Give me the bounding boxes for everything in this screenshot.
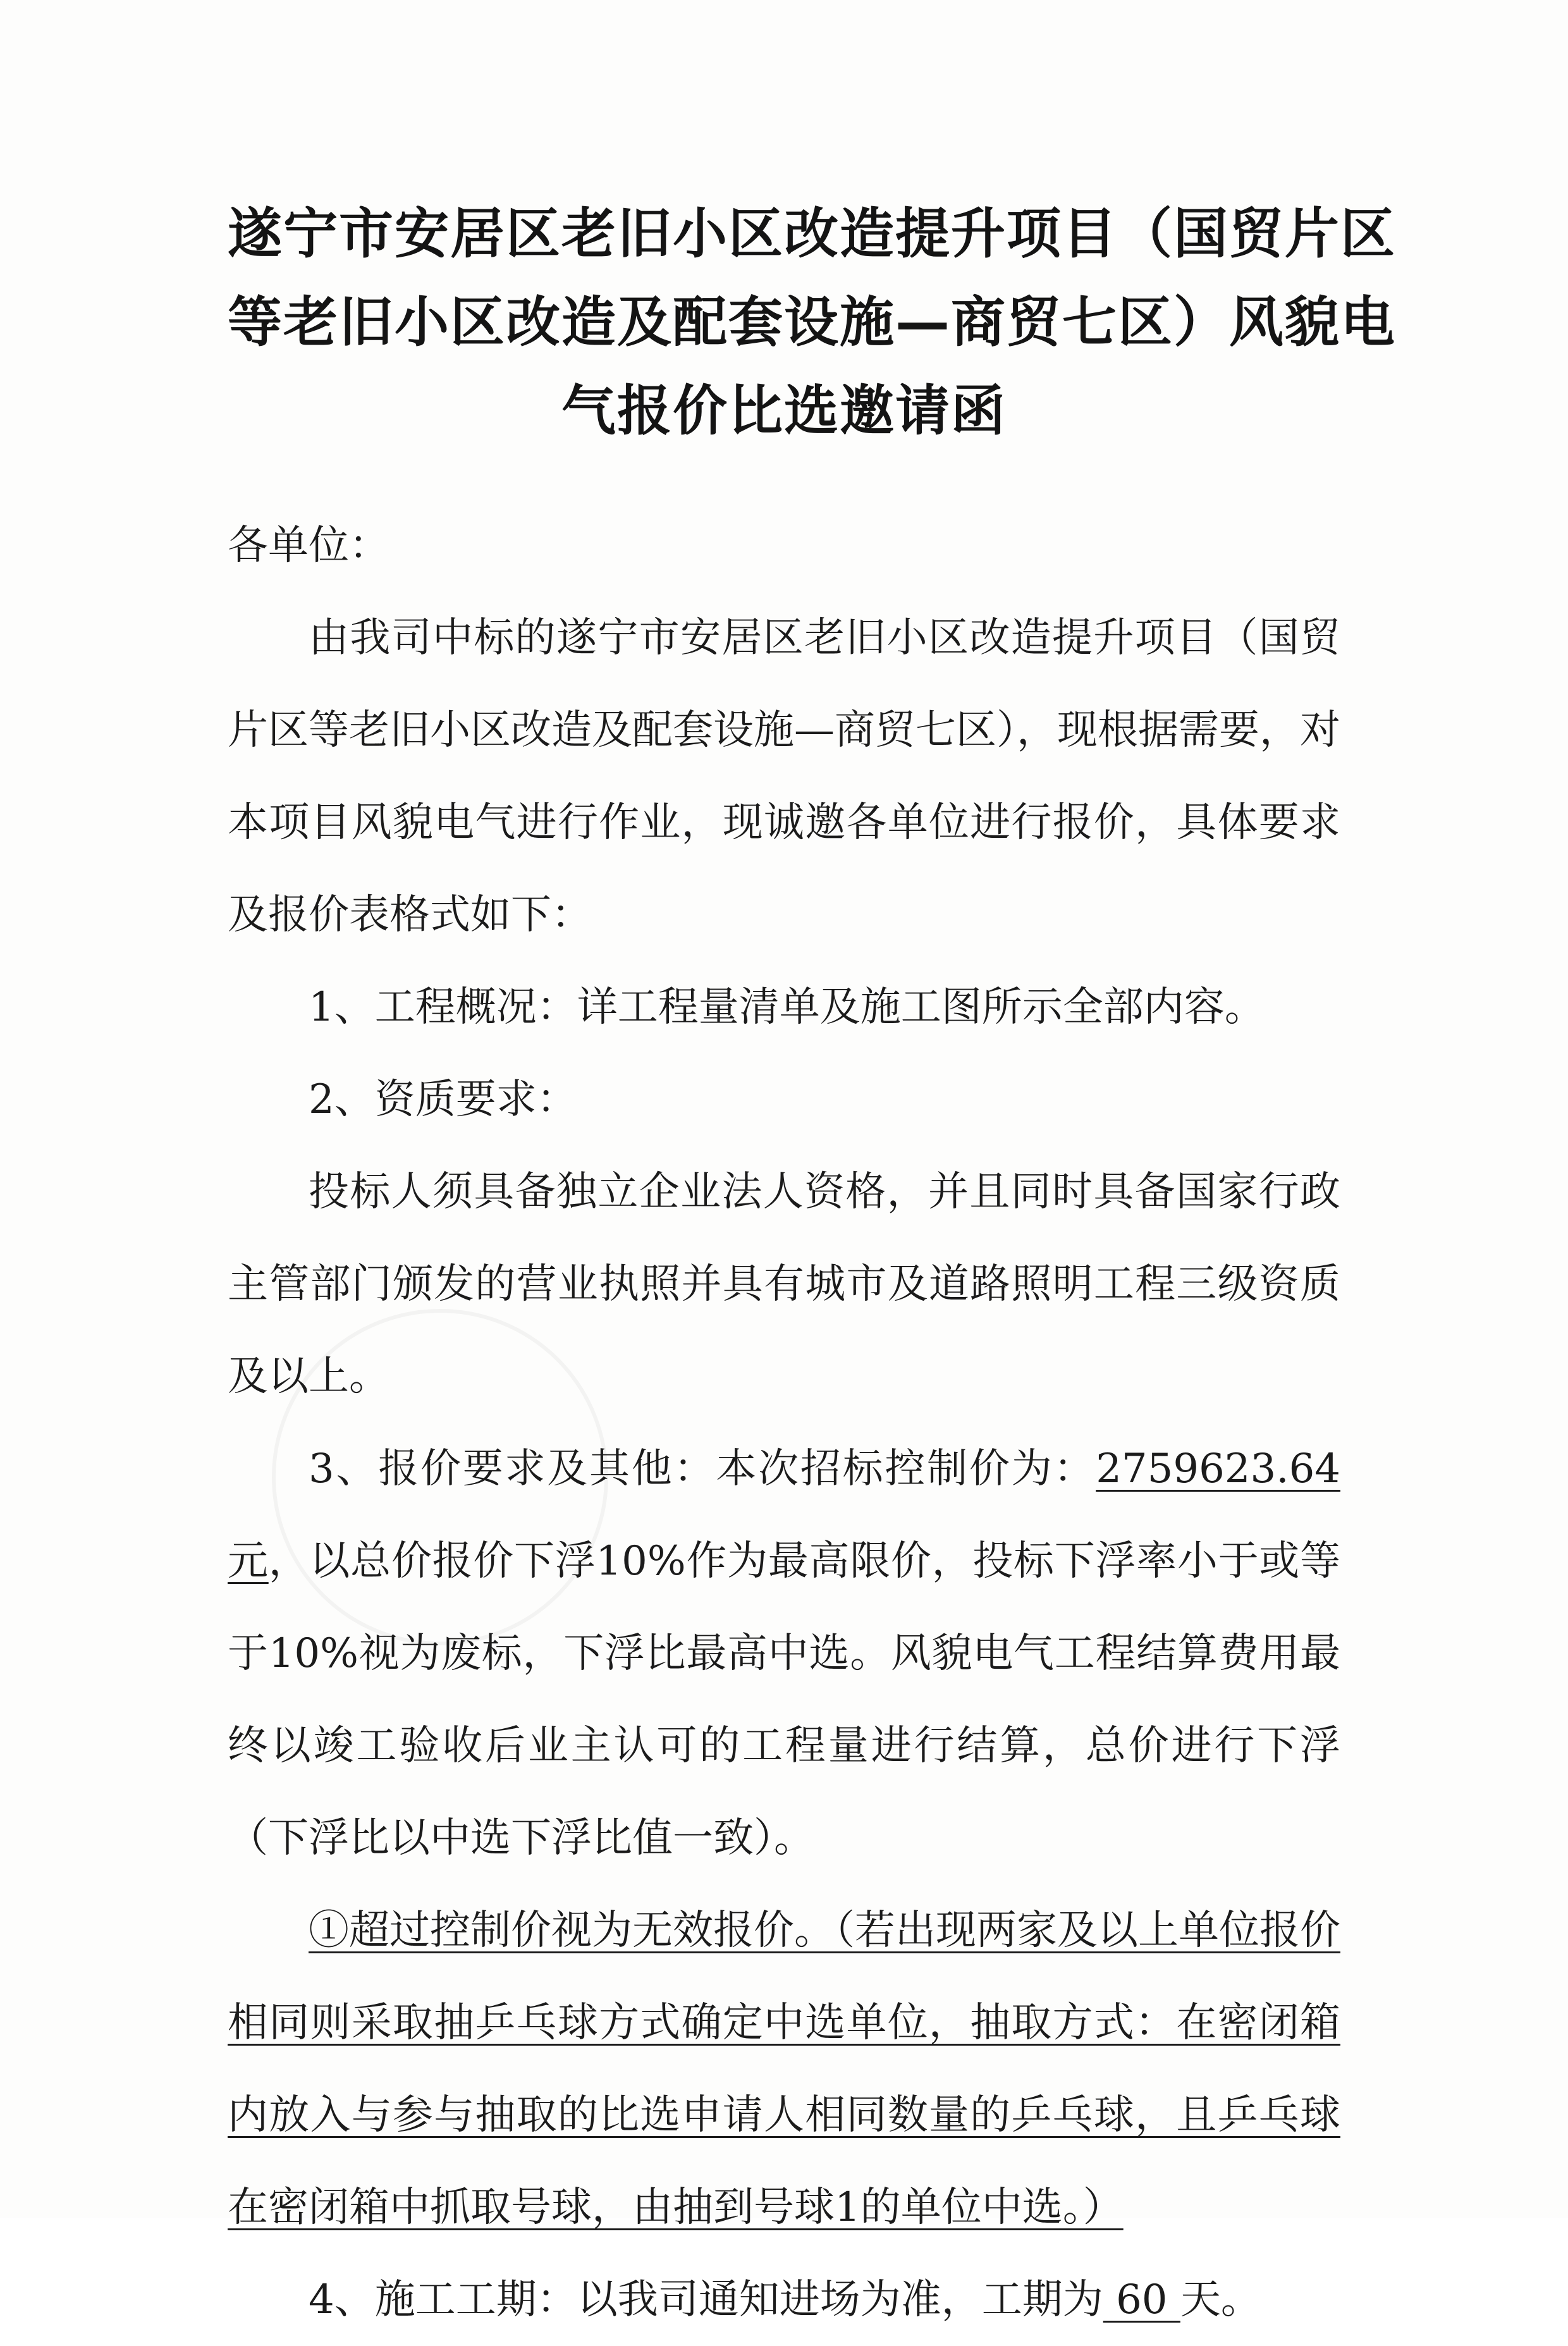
document-body <box>228 500 1340 2346</box>
construction-days: 60 <box>1103 2276 1180 2323</box>
intro-paragraph: 由我司中标的遂宁市安居区老旧小区改造提升项目（国贸片区等老旧小区改造及配套设施—商贸七区），现根据需要，对本项目风貌电气进行作业，现诚邀各单位进行报价，具体要求及报价表格式如下： <box>228 615 1340 938</box>
control-price-amount: 2759623.64元 <box>228 1446 1340 1585</box>
title-line-1: 遂宁市安居区老旧小区改造提升项目（国贸片区 <box>228 202 1396 266</box>
item-3-note-text: ①超过控制价视为无效报价。（若出现两家及以上单位报价相同则采取抽乒乓球方式确定中选单位，抽取方式：在密闭箱内放入与参与抽取的比选申请人相同数量的乒乓球，且乒乓球在密闭箱中抓取号球，由抽到号球1的单位中选。） <box>228 1907 1340 2231</box>
item-3-pricing <box>228 1423 1340 1884</box>
item-1-overview: 1、工程概况：详工程量清单及施工图所示全部内容。 <box>309 984 1265 1031</box>
item-4-suffix: 天。 <box>1180 2276 1261 2323</box>
item-3-note <box>228 1884 1340 2254</box>
salutation: 各单位： <box>228 522 389 569</box>
item-3-prefix: 3、报价要求及其他：本次招标控制价为： <box>309 1446 1096 1492</box>
item-4-schedule <box>228 2254 1340 2346</box>
item-2-heading: 2、资质要求： <box>309 1076 577 1123</box>
title-line-3: 气报价比选邀请函 <box>561 379 1007 443</box>
document-title <box>228 190 1396 455</box>
title-line-2: 等老旧小区改造及配套设施—商贸七区）风貌电 <box>228 291 1396 354</box>
item-4-prefix: 4、施工工期：以我司通知进场为准，工期为 <box>309 2276 1103 2323</box>
item-2-qualification: 投标人须具备独立企业法人资格，并且同时具备国家行政主管部门颁发的营业执照并具有城市及道路照明工程三级资质及以上。 <box>228 1169 1340 1400</box>
item-3-rest: ，以总价报价下浮10%作为最高限价，投标下浮率小于或等于10%视为废标，下浮比最高中选。风貌电气工程结算费用最终以竣工验收后业主认可的工程量进行结算，总价进行下浮（下浮比以中选下浮比值一致）。 <box>228 1538 1341 1862</box>
